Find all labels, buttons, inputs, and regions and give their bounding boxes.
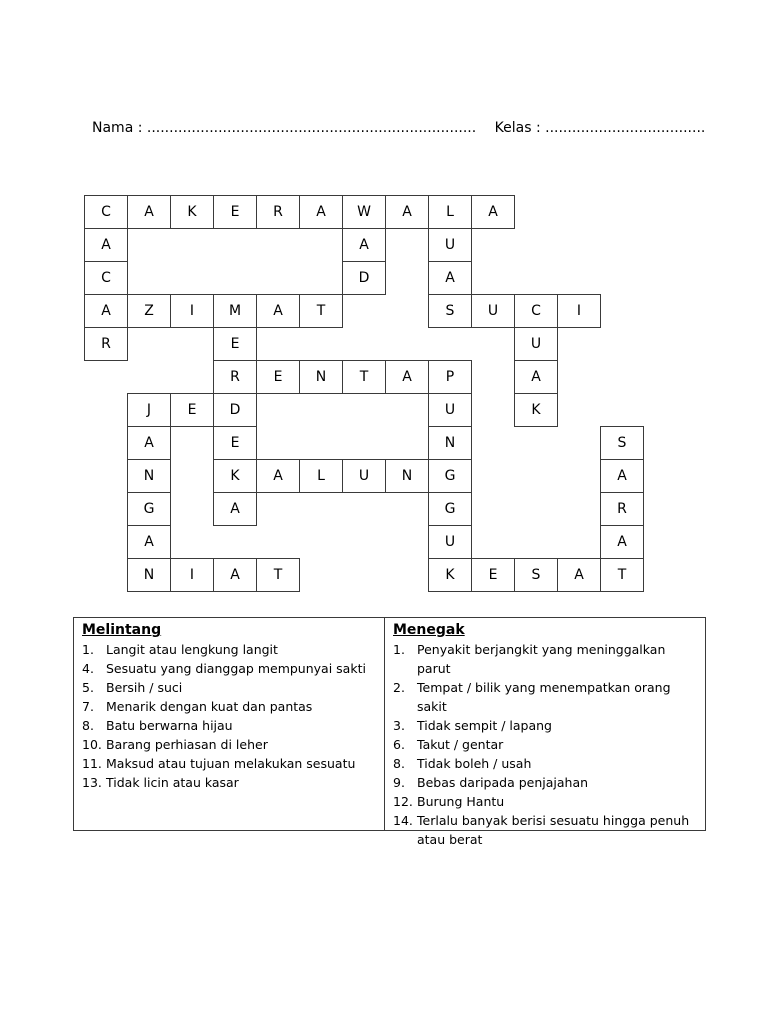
melintang-clue-number: 8. (82, 718, 94, 733)
menegak-clue-text: Tidak sempit / lapang (417, 718, 552, 733)
kelas-field-label: Kelas : .................................... (494, 120, 706, 136)
melintang-clue-text: Barang perhiasan di leher (106, 737, 268, 752)
crossword-cell: C (84, 195, 128, 229)
crossword-cell: T (299, 294, 343, 328)
menegak-clue (393, 811, 699, 849)
crossword-cell: K (170, 195, 214, 229)
menegak-clue-number: 1. (393, 642, 405, 657)
crossword-cell: R (600, 492, 644, 526)
crossword-cell: S (514, 558, 558, 592)
melintang-clue-text: Tidak licin atau kasar (106, 775, 239, 790)
crossword-cell: U (471, 294, 515, 328)
crossword-cell: E (256, 360, 300, 394)
menegak-title: Menegak (393, 622, 465, 638)
crossword-cell: G (127, 492, 171, 526)
crossword-cell: K (514, 393, 558, 427)
crossword-cell: N (385, 459, 429, 493)
crossword-cell: I (557, 294, 601, 328)
crossword-cell: W (342, 195, 386, 229)
melintang-clue-text: Maksud atau tujuan melakukan sesuatu (106, 756, 356, 771)
crossword-cell: K (213, 459, 257, 493)
crossword-cell: A (428, 261, 472, 295)
menegak-clue-text: Terlalu banyak berisi sesuatu hingga penuh atau berat (417, 813, 690, 847)
crossword-cell: A (213, 492, 257, 526)
crossword-cell: C (514, 294, 558, 328)
crossword-cell: I (170, 294, 214, 328)
melintang-clue (82, 754, 378, 773)
melintang-clue-text: Batu berwarna hijau (106, 718, 233, 733)
crossword-cell: E (213, 426, 257, 460)
crossword-cell: A (600, 459, 644, 493)
melintang-clue-number: 4. (82, 661, 94, 676)
crossword-cell: E (170, 393, 214, 427)
melintang-clue-number: 5. (82, 680, 94, 695)
crossword-cell: A (213, 558, 257, 592)
melintang-clue-number: 10. (82, 737, 102, 752)
crossword-cell: U (514, 327, 558, 361)
menegak-clue-text: Tempat / bilik yang menempatkan orang sakit (417, 680, 671, 714)
menegak-clue-number: 14. (393, 813, 413, 828)
menegak-clue-text: Takut / gentar (417, 737, 504, 752)
crossword-cell: C (84, 261, 128, 295)
menegak-clue-number: 8. (393, 756, 405, 771)
melintang-clue (82, 735, 378, 754)
menegak-clue (393, 640, 699, 678)
crossword-cell: R (256, 195, 300, 229)
crossword-cell: J (127, 393, 171, 427)
menegak-clue-text: Penyakit berjangkit yang meninggalkan parut (417, 642, 666, 676)
melintang-clue (82, 678, 378, 697)
melintang-clue-text: Menarik dengan kuat dan pantas (106, 699, 313, 714)
crossword-cell: G (428, 492, 472, 526)
crossword-cell: D (213, 393, 257, 427)
melintang-clue-number: 7. (82, 699, 94, 714)
menegak-clue-text: Burung Hantu (417, 794, 505, 809)
crossword-cell: N (428, 426, 472, 460)
melintang-clue-number: 13. (82, 775, 102, 790)
crossword-cell: S (428, 294, 472, 328)
crossword-cell: T (256, 558, 300, 592)
crossword-cell: T (600, 558, 644, 592)
crossword-cell: K (428, 558, 472, 592)
crossword-cell: U (428, 525, 472, 559)
crossword-cell: A (256, 459, 300, 493)
crossword-cell: A (385, 195, 429, 229)
crossword-cell: L (299, 459, 343, 493)
crossword-cell: A (127, 426, 171, 460)
menegak-list (393, 640, 699, 849)
menegak-clue-number: 12. (393, 794, 413, 809)
crossword-cell: A (342, 228, 386, 262)
melintang-clue-number: 1. (82, 642, 94, 657)
crossword-cell: A (600, 525, 644, 559)
crossword-cell: A (127, 195, 171, 229)
crossword-cell: N (127, 459, 171, 493)
menegak-clue (393, 792, 699, 811)
melintang-column (74, 618, 385, 830)
crossword-cell: A (127, 525, 171, 559)
menegak-clue-number: 6. (393, 737, 405, 752)
menegak-clue-number: 2. (393, 680, 405, 695)
crossword-cell: D (342, 261, 386, 295)
melintang-clue-text: Bersih / suci (106, 680, 183, 695)
menegak-clue-text: Bebas daripada penjajahan (417, 775, 589, 790)
crossword-cell: E (471, 558, 515, 592)
melintang-clue (82, 640, 378, 659)
melintang-clue (82, 716, 378, 735)
menegak-clue (393, 754, 699, 773)
crossword-cell: G (428, 459, 472, 493)
crossword-cell: N (127, 558, 171, 592)
menegak-clue (393, 735, 699, 754)
crossword-cell: A (385, 360, 429, 394)
nama-field-label: Nama : .......................................................................... (92, 120, 477, 136)
crossword-cell: T (342, 360, 386, 394)
melintang-clue (82, 773, 378, 792)
melintang-clue (82, 697, 378, 716)
crossword-cell: L (428, 195, 472, 229)
menegak-clue-number: 3. (393, 718, 405, 733)
crossword-cell: U (428, 228, 472, 262)
crossword-cell: A (84, 294, 128, 328)
crossword-cell: E (213, 327, 257, 361)
crossword-cell: R (84, 327, 128, 361)
crossword-cell: A (471, 195, 515, 229)
menegak-clue-number: 9. (393, 775, 405, 790)
melintang-clue (82, 659, 378, 678)
menegak-clue-text: Tidak boleh / usah (417, 756, 532, 771)
crossword-cell: A (84, 228, 128, 262)
menegak-clue (393, 678, 699, 716)
melintang-clue-number: 11. (82, 756, 102, 771)
crossword-cell: A (557, 558, 601, 592)
crossword-cell: N (299, 360, 343, 394)
crossword-cell: A (299, 195, 343, 229)
crossword-cell: U (428, 393, 472, 427)
crossword-cell: A (256, 294, 300, 328)
crossword-cell: P (428, 360, 472, 394)
menegak-clue (393, 773, 699, 792)
crossword-cell: M (213, 294, 257, 328)
melintang-clue-text: Sesuatu yang dianggap mempunyai sakti (106, 661, 366, 676)
crossword-cell: I (170, 558, 214, 592)
menegak-column (385, 618, 705, 847)
melintang-list (82, 640, 378, 792)
crossword-cell: S (600, 426, 644, 460)
melintang-title: Melintang (82, 622, 162, 638)
crossword-cell: A (514, 360, 558, 394)
menegak-clue (393, 716, 699, 735)
crossword-cell: R (213, 360, 257, 394)
crossword-cell: U (342, 459, 386, 493)
crossword-cell: E (213, 195, 257, 229)
melintang-clue-text: Langit atau lengkung langit (106, 642, 278, 657)
clue-table (73, 617, 706, 847)
crossword-cell: Z (127, 294, 171, 328)
